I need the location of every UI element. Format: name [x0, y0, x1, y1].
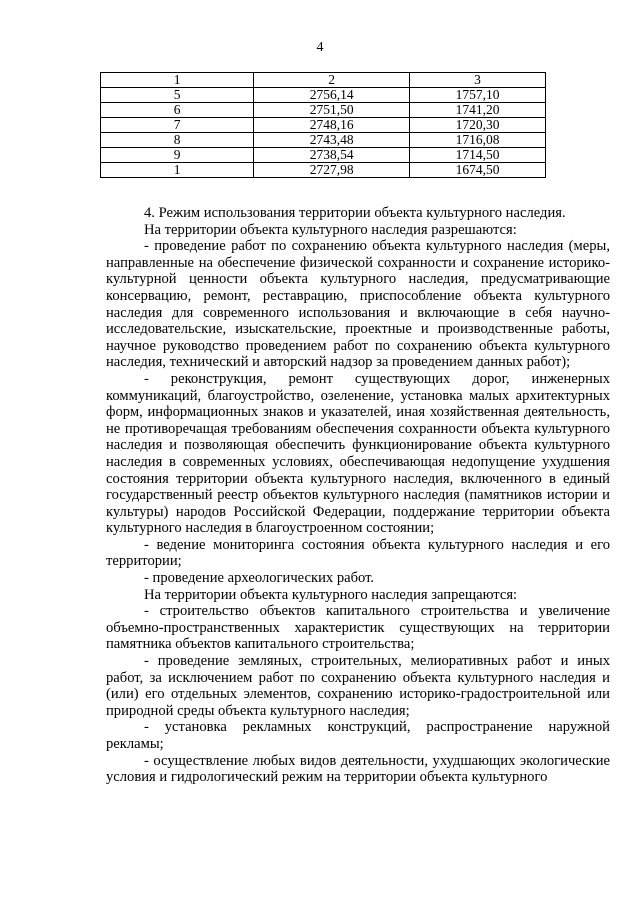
list-item: - осуществление любых видов деятельности, ухудшающих экологические условия и гидрологический режим на территории объекта культурного [106, 752, 610, 786]
section-heading: 4. Режим использования территории объекта культурного наследия. [144, 205, 566, 221]
page-number: 4 [316, 40, 324, 55]
table-header-row [101, 73, 546, 88]
table-row [101, 148, 546, 163]
coordinates-table [100, 72, 546, 178]
table-cell: 2743,48 [254, 133, 410, 148]
table-cell: 8 [101, 133, 254, 148]
table-header-cell: 3 [410, 73, 546, 88]
table-cell: 1741,20 [410, 103, 546, 118]
table-cell: 7 [101, 118, 254, 133]
table-cell: 9 [101, 148, 254, 163]
table-row [101, 103, 546, 118]
table-cell: 2751,50 [254, 103, 410, 118]
table-cell: 1 [101, 163, 254, 178]
table-cell: 1757,10 [410, 88, 546, 103]
table-row [101, 118, 546, 133]
document-body [106, 205, 610, 786]
paragraph: На территории объекта культурного наследия разрешаются: [144, 221, 517, 238]
list-item: - реконструкция, ремонт существующих дорог, инженерных коммуникаций, благоустройство, озеленение, установка малых архитектурных форм, информационных знаков и указателей, иная хозяйственная деятельность, не противоречащая требованиям обеспечения сохранности объекта культурного наследия и позволяющая обеспечить функционирование объекта культурного наследия в современных условиях, обеспечивающая недопущение ухудшения состояния территории объекта культурного наследия, включенного в единый государственный реестр объектов культурного наследия (памятников истории и культуры) народов Российской Федерации, поддержание территории объекта культурного наследия в благоустроенном состоянии; [106, 370, 610, 537]
table-cell: 2738,54 [254, 148, 410, 163]
table-cell: 2727,98 [254, 163, 410, 178]
table-row [101, 88, 546, 103]
table-cell: 1716,08 [410, 133, 546, 148]
table-cell: 2748,16 [254, 118, 410, 133]
list-item: - ведение мониторинга состояния объекта культурного наследия и его территории; [106, 536, 610, 570]
table-row [101, 163, 546, 178]
table-cell: 1674,50 [410, 163, 546, 178]
table-cell: 1714,50 [410, 148, 546, 163]
table-header-cell: 1 [101, 73, 254, 88]
list-item: - проведение земляных, строительных, мелиоративных работ и иных работ, за исключением работ по сохранению объекта культурного наследия и (или) его отдельных элементов, сохранению историко-градостроительной или природной среды объекта культурного наследия; [106, 653, 610, 719]
list-item: - строительство объектов капитального строительства и увеличение объемно-пространственных характеристик существующих на территории памятника объектов капитального строительства; [106, 603, 610, 653]
list-item: - проведение археологических работ. [144, 570, 375, 587]
table-cell: 6 [101, 103, 254, 118]
table-header-cell: 2 [254, 73, 410, 88]
table-cell: 2756,14 [254, 88, 410, 103]
table-cell: 5 [101, 88, 254, 103]
table-cell: 1720,30 [410, 118, 546, 133]
list-item: - установка рекламных конструкций, распространение наружной рекламы; [106, 719, 610, 752]
paragraph: На территории объекта культурного наследия запрещаются: [144, 586, 518, 603]
table-row [101, 133, 546, 148]
list-item: - проведение работ по сохранению объекта культурного наследия (меры, направленные на обеспечение физической сохранности и сохранение историко-культурной ценности объекта культурного наследия, предусматривающие консервацию, ремонт, реставрацию, приспособление объекта культурного наследия для современного использования и включающие в себя научно-исследовательские, изыскательские, проектные и производственные работы, научное руководство проведением работ по сохранению объекта культурного наследия, технический и авторский надзор за проведением данных работ); [106, 238, 610, 371]
